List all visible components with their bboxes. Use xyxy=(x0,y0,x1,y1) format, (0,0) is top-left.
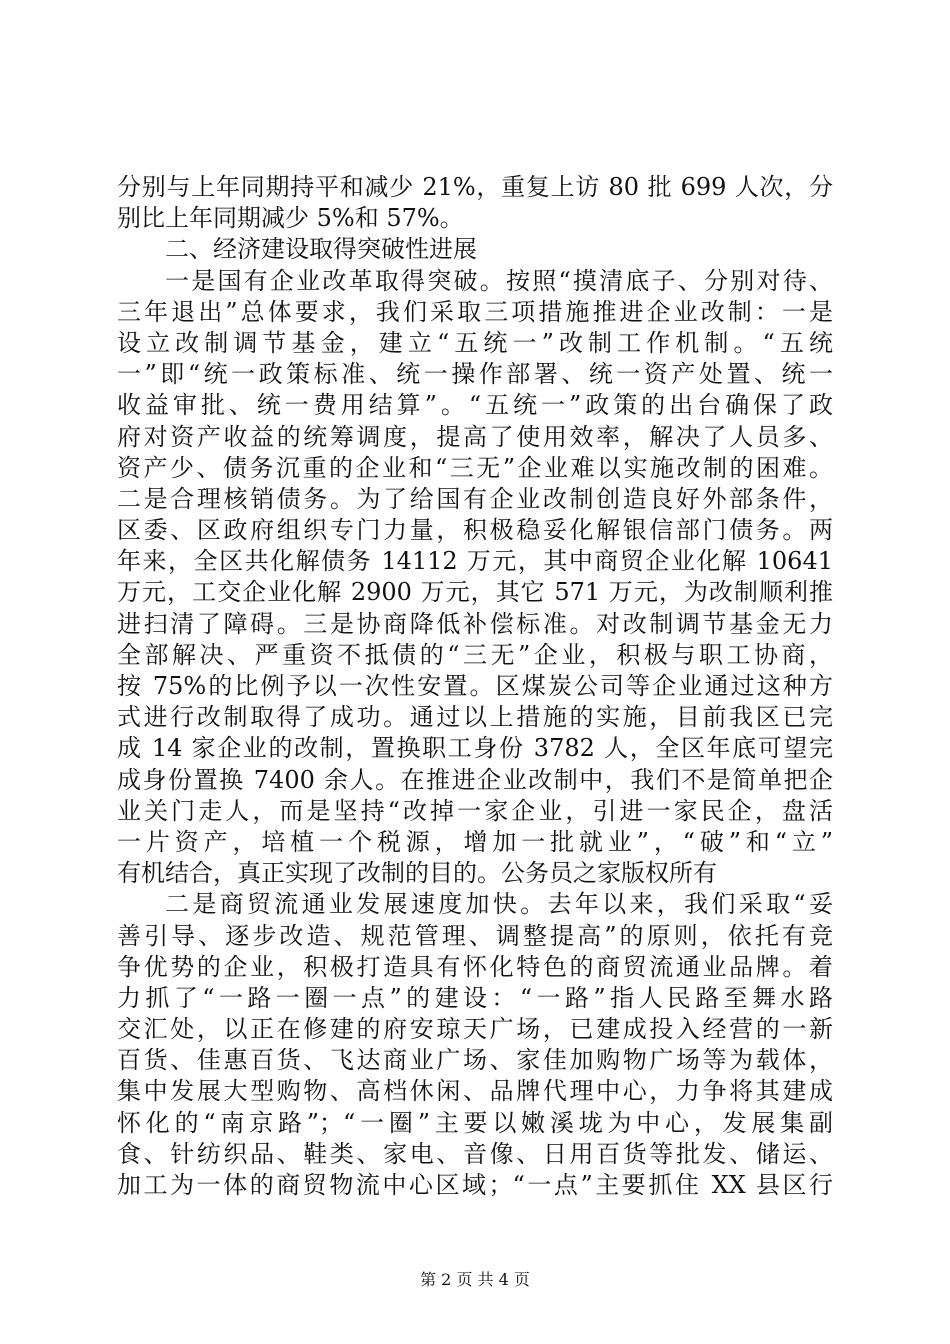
text-line: 集中发展大型购物、高档休闲、品牌代理中心，力争将其建成 xyxy=(117,1077,833,1106)
text-line: 三年退出”总体要求，我们采取三项措施推进企业改制：一是 xyxy=(117,297,833,326)
text-line: 设立改制调节基金，建立“五统一”改制工作机制。“五统 xyxy=(117,328,833,357)
text-line: 式进行改制取得了成功。通过以上措施的实施，目前我区已完 xyxy=(117,703,833,732)
text-line: 善引导、逐步改造、规范管理、调整提高”的原则，依托有竞 xyxy=(117,921,833,950)
text-line: 全部解决、严重资不抵债的“三无”企业，积极与职工协商， xyxy=(117,640,833,669)
text-line: 资产少、债务沉重的企业和“三无”企业难以实施改制的困难。 xyxy=(117,453,833,482)
text-line: 区委、区政府组织专门力量，积极稳妥化解银信部门债务。两 xyxy=(117,516,833,545)
text-line: 收益审批、统一费用结算”。“五统一”政策的出台确保了政 xyxy=(117,391,833,420)
text-line: 交汇处，以正在修建的府安琼天广场，已建成投入经营的一新 xyxy=(117,1015,833,1044)
section-heading: 二、经济建设取得突破性进展 xyxy=(165,235,477,264)
text-line: 万元，工交企业化解 2900 万元，其它 571 万元，为改制顺利推 xyxy=(117,578,833,607)
text-line: 怀化的“南京路”；“一圈”主要以嫩溪垅为中心，发展集副 xyxy=(117,1108,833,1137)
text-line: 二是合理核销债务。为了给国有企业改制创造良好外部条件， xyxy=(117,484,833,513)
text-line: 成身份置换 7400 余人。在推进企业改制中，我们不是简单把企 xyxy=(117,765,833,794)
text-line: 食、针纺织品、鞋类、家电、音像、日用百货等批发、储运、 xyxy=(117,1139,833,1168)
text-line: 按 75%的比例予以一次性安置。区煤炭公司等企业通过这种方 xyxy=(117,672,833,700)
text-line: 进扫清了障碍。三是协商降低补偿标准。对改制调节基金无力 xyxy=(117,609,833,638)
body-text xyxy=(117,172,833,1201)
text-line: 争优势的企业，积极打造具有怀化特色的商贸流通业品牌。着 xyxy=(117,952,833,981)
text-line: 别比上年同期减少 5%和 57%。 xyxy=(117,204,464,233)
text-line: 加工为一体的商贸物流中心区域；“一点”主要抓住 XX 县区行 xyxy=(117,1171,833,1199)
text-line: 分别与上年同期持平和减少 21%，重复上访 80 批 699 人次，分 xyxy=(117,173,833,201)
text-line: 一”即“统一政策标准、统一操作部署、统一资产处置、统一 xyxy=(117,360,833,389)
text-line: 二是商贸流通业发展速度加快。去年以来，我们采取“妥 xyxy=(165,890,833,919)
text-line: 力抓了“一路一圈一点”的建设：“一路”指人民路至舞水路 xyxy=(117,983,833,1012)
text-line: 府对资产收益的统筹调度，提高了使用效率，解决了人员多、 xyxy=(117,422,833,451)
text-line: 有机结合，真正实现了改制的目的。公务员之家版权所有 xyxy=(117,859,717,888)
page-number-footer: 第 2 页 共 4 页 xyxy=(420,1270,530,1289)
text-line: 一片资产，培植一个税源，增加一批就业”，“破”和“立” xyxy=(117,827,833,856)
text-line: 年来，全区共化解债务 14112 万元，其中商贸企业化解 10641 xyxy=(117,547,833,576)
text-line: 百货、佳惠百货、飞达商业广场、家佳加购物广场等为载体， xyxy=(117,1046,833,1075)
text-line: 成 14 家企业的改制，置换职工身份 3782 人，全区年底可望完 xyxy=(117,734,833,763)
text-line: 业关门走人，而是坚持“改掉一家企业，引进一家民企，盘活 xyxy=(117,796,833,825)
text-line: 一是国有企业改革取得突破。按照“摸清底子、分别对待、 xyxy=(165,266,833,295)
